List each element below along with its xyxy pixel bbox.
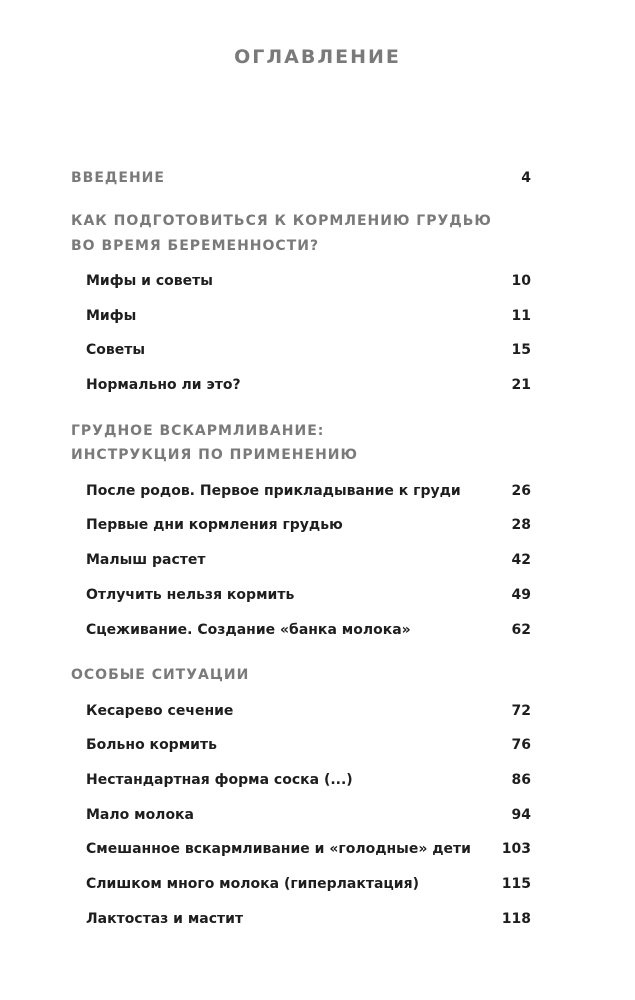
toc-entry[interactable] xyxy=(71,694,531,729)
section-heading-line: ИНСТРУКЦИЯ ПО ПРИМЕНЕНИЮ xyxy=(71,447,358,464)
toc-entry[interactable] xyxy=(71,763,531,798)
toc-entry[interactable] xyxy=(71,798,531,833)
toc-entry-page: 94 xyxy=(511,806,531,823)
toc-entry-label: Слишком много молока (гиперлактация) xyxy=(86,876,419,893)
toc-entry[interactable] xyxy=(71,474,531,509)
toc-entry[interactable] xyxy=(71,728,531,763)
toc-entry-label: Мифы xyxy=(86,307,137,324)
toc-entry-page: 28 xyxy=(511,517,531,534)
toc-entry[interactable] xyxy=(71,333,531,368)
toc-entry[interactable] xyxy=(71,543,531,578)
section-heading-line: ВО ВРЕМЯ БЕРЕМЕННОСТИ? xyxy=(71,237,320,254)
toc-entry-page: 15 xyxy=(511,342,531,359)
toc-entry-page: 4 xyxy=(521,170,531,186)
toc-entry-page: 26 xyxy=(511,482,531,499)
toc-entry-page: 49 xyxy=(511,586,531,603)
toc-entry-label: Кесарево сечение xyxy=(86,702,234,719)
toc-entry-page: 76 xyxy=(511,737,531,754)
toc-entry-label: Нестандартная форма соска (...) xyxy=(86,772,353,789)
toc-entry-page: 42 xyxy=(511,552,531,569)
toc-entry-label: Нормально ли это? xyxy=(86,377,241,394)
toc-entry[interactable] xyxy=(71,508,531,543)
toc-entry[interactable] xyxy=(71,578,531,613)
toc-entry-page: 103 xyxy=(501,841,531,858)
toc-entry-label: ВВЕДЕНИЕ xyxy=(71,170,165,186)
toc-entry-label: Мифы и советы xyxy=(86,273,213,289)
table-of-contents xyxy=(71,163,531,937)
toc-entry[interactable] xyxy=(71,832,531,867)
section-heading-line: ГРУДНОЕ ВСКАРМЛИВАНИЕ: xyxy=(71,422,325,439)
toc-entry-page: 86 xyxy=(511,772,531,789)
toc-entry-page: 10 xyxy=(511,273,531,289)
toc-entry-label: Сцеживание. Создание «банка молока» xyxy=(86,621,411,638)
section-heading xyxy=(71,663,531,688)
toc-entry-page: 118 xyxy=(501,910,531,927)
toc-entry-label: После родов. Первое прикладывание к груди xyxy=(86,482,461,499)
toc-entry-intro[interactable] xyxy=(71,163,531,193)
page-title: ОГЛАВЛЕНИЕ xyxy=(234,46,401,68)
toc-entry-label: Малыш растет xyxy=(86,552,206,569)
toc-entry[interactable] xyxy=(71,368,531,403)
toc-entry-label: Больно кормить xyxy=(86,737,217,754)
toc-entry-label: Мало молока xyxy=(86,806,195,823)
toc-entry-label: Лактостаз и мастит xyxy=(86,910,244,927)
toc-entry-page: 62 xyxy=(511,621,531,638)
toc-entry-label: Отлучить нельзя кормить xyxy=(86,586,295,603)
toc-entry[interactable] xyxy=(71,867,531,902)
toc-entry-page: 72 xyxy=(511,702,531,719)
section-heading xyxy=(71,209,531,258)
toc-entry[interactable] xyxy=(71,902,531,937)
toc-entry-label: Советы xyxy=(86,342,146,359)
toc-entry-page: 11 xyxy=(511,307,531,324)
toc-entry-label: Первые дни кормления грудью xyxy=(86,517,343,534)
toc-entry[interactable] xyxy=(71,613,531,648)
section-heading-line: КАК ПОДГОТОВИТЬСЯ К КОРМЛЕНИЮ ГРУДЬЮ xyxy=(71,213,492,229)
toc-entry-page: 21 xyxy=(511,377,531,394)
toc-entry[interactable] xyxy=(71,264,531,299)
toc-entry[interactable] xyxy=(71,299,531,334)
toc-entry-page: 115 xyxy=(501,876,531,893)
section-heading-line: ОСОБЫЕ СИТУАЦИИ xyxy=(71,667,250,684)
toc-entry-label: Смешанное вскармливание и «голодные» дети xyxy=(86,841,471,858)
section-heading xyxy=(71,419,531,468)
